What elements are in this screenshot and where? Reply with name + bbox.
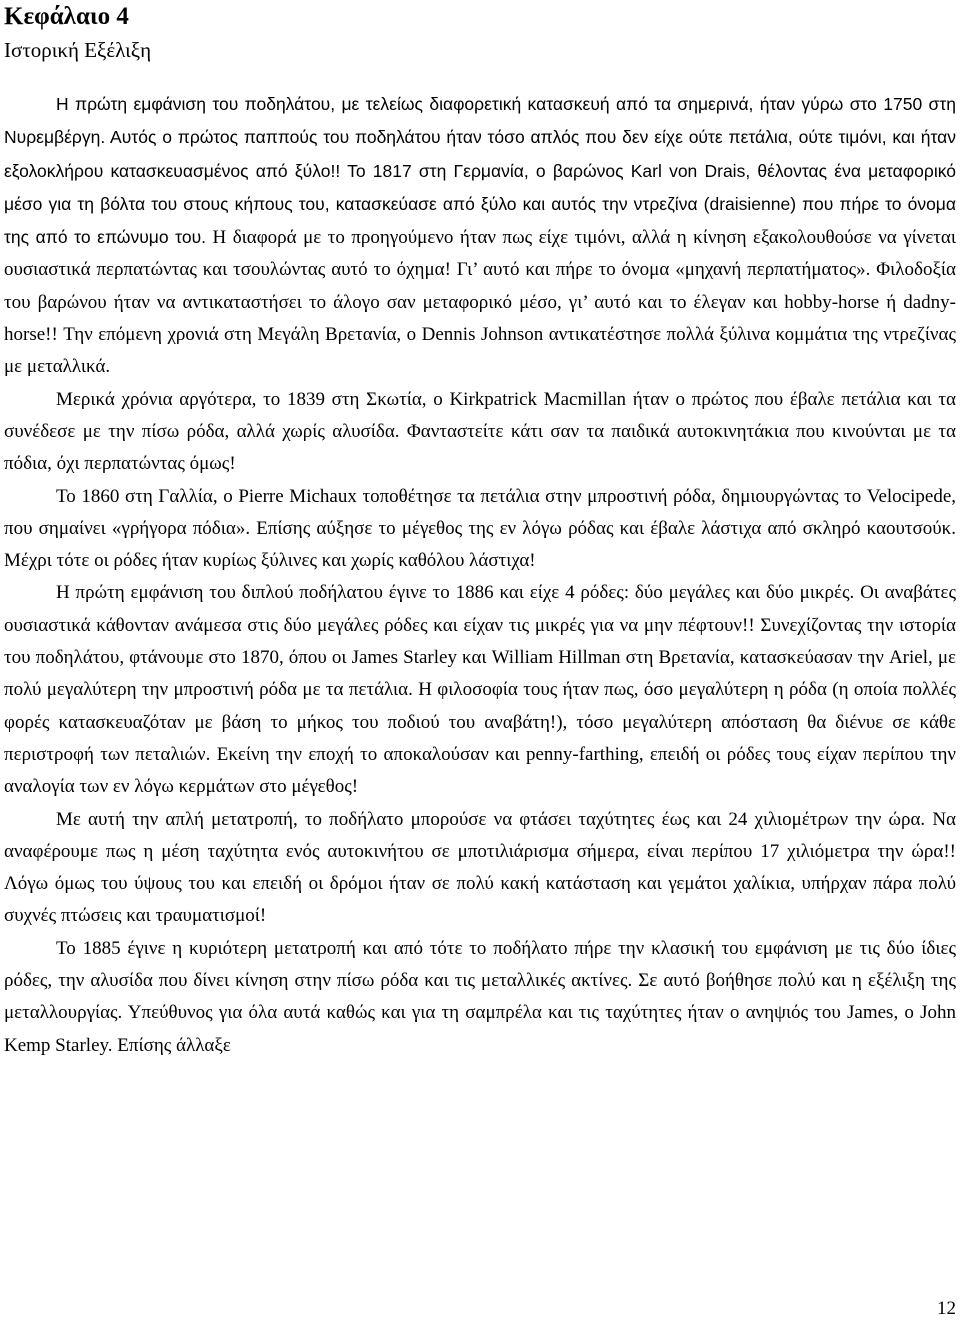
section-title: Ιστορική Εξέλιξη bbox=[4, 38, 152, 62]
paragraph-3: Το 1860 στη Γαλλία, ο Pierre Michaux τοποθέτησε τα πετάλια στην μπροστινή ρόδα, δημιουργώντας το Velocipede, που σημαίνει «γρήγορα πόδια». Επίσης αύξησε το μέγεθος της εν λόγω ρόδας και έβαλε λάστιχα από σκληρό καουτσούκ. Μέχρι τότε οι ρόδες ήταν κυρίως ξύλινες και χωρίς καθόλου λάστιχα! bbox=[4, 485, 956, 572]
paragraph-1 bbox=[4, 88, 956, 384]
paragraph-1-serif-text: Η διαφορά με το προηγούμενο ήταν πως είχε τιμόνι, αλλά η κίνηση εξακολουθούσε να γίνεται ουσιαστικά περπατώντας και τσουλώντας αυτό το όχημα! Γι’ αυτό και πήρε το όνομα «μηχανή περπατήματος». Φιλοδοξία του βαρώνου ήταν να αντικαταστήσει το άλογο σαν μεταφορικό μέσο, γι’ αυτό και το έλεγαν και hobby-horse ή dadny-horse!! Την επόμενη χρονιά στη Μεγάλη Βρετανία, ο Dennis Johnson αντικατέστησε πολλά ξύλινα κομμάτια της ντρεζίνας με μεταλλικά. bbox=[4, 227, 956, 378]
paragraph-6: Το 1885 έγινε η κυριότερη μετατροπή και από τότε το ποδήλατο πήρε την κλασική του εμφάνιση με τις δύο ίδιες ρόδες, την αλυσίδα που δίνει κίνηση στην πίσω ρόδα και τις μεταλλικές ακτίνες. Σε αυτό βοήθησε πολύ και η εξέλιξη της μεταλλουργίας. Υπεύθυνος για όλα αυτά καθώς και για τη σαμπρέλα και τις ταχύτητες ήταν ο ανηψιός του James, ο John Kemp Starley. Επίσης άλλαξε bbox=[4, 937, 956, 1056]
paragraph-4: Η πρώτη εμφάνιση του διπλού ποδήλατου έγινε το 1886 και είχε 4 ρόδες: δύο μεγάλες και δύο μικρές. Οι αναβάτες ουσιαστικά κάθονταν ανάμεσα στις δύο μεγάλες ρόδες και είχαν τις μικρές για να μην πέφτουν!! Συνεχίζοντας την ιστορία του ποδηλάτου, φτάνουμε στο 1870, όπου οι James Starley και William Hillman στη Βρετανία, κατασκεύασαν την Ariel, με πολύ μεγαλύτερη την μπροστινή ρόδα με τα πετάλια. Η φιλοσοφία τους ήταν πως, όσο μεγαλύτερη η ρόδα (η οποία πολλές φορές κατασκευαζόταν με βάση το μήκος του ποδιού του αναβάτη!), τόσο μεγαλύτερη απόσταση θα διένυε σε κάθε περιστροφή των πεταλιών. Εκείνη την εποχή το αποκαλούσαν και penny-farthing, επειδή οι ρόδες τους είχαν περίπου την αναλογία των εν λόγω κερμάτων στο μέγεθος! bbox=[4, 582, 956, 798]
paragraph-2: Μερικά χρόνια αργότερα, το 1839 στη Σκωτία, ο Kirkpatrick Macmillan ήταν ο πρώτος που έβαλε πετάλια και τα συνέδεσε με την πίσω ρόδα, αλλά χωρίς αλυσίδα. Φανταστείτε κάτι σαν τα παιδικά αυτοκινητάκια που κινούνται με τα πόδια, όχι περπατώντας όμως! bbox=[4, 388, 956, 475]
paragraph-5: Με αυτή την απλή μετατροπή, το ποδήλατο μπορούσε να φτάσει ταχύτητες έως και 24 χιλιομέτρων την ώρα. Να αναφέρουμε πως η μέση ταχύτητα ενός αυτοκινήτου σε μποτιλιάρισμα σήμερα, είναι περίπου 17 χιλιόμετρα την ώρα!! Λόγω όμως του ύψους του και επειδή οι δρόμοι ήταν σε πολύ κακή κατάσταση και γεμάτοι χαλίκια, υπήρχαν πάρα πολύ συχνές πτώσεις και τραυματισμοί! bbox=[4, 808, 956, 927]
chapter-title: Κεφάλαιο 4 bbox=[4, 3, 129, 30]
document-page bbox=[4, 0, 956, 1062]
paragraph-1-sans-text: Η πρώτη εμφάνιση του ποδηλάτου, με τελείως διαφορετική κατασκευή από τα σημερινά, ήταν γύρω στο 1750 στη Νυρεμβέργη. Αυτός ο πρώτος παππούς του ποδηλάτου ήταν τόσο απλός που δεν είχε ούτε πετάλια, ούτε τιμόνι, και ήταν εξολοκλήρου κατασκευασμένος από ξύλο!! Το 1817 στη Γερμανία, ο βαρώνος Karl von Drais, θέλοντας ένα μεταφορικό μέσο για τη βόλτα του στους κήπους του, κατασκεύασε από ξύλο και αυτός την ντρεζίνα (draisienne) που πήρε το όνομα της από το επώνυμο του. bbox=[4, 94, 956, 248]
page-number: 12 bbox=[937, 1298, 956, 1319]
body-text bbox=[4, 88, 956, 1062]
